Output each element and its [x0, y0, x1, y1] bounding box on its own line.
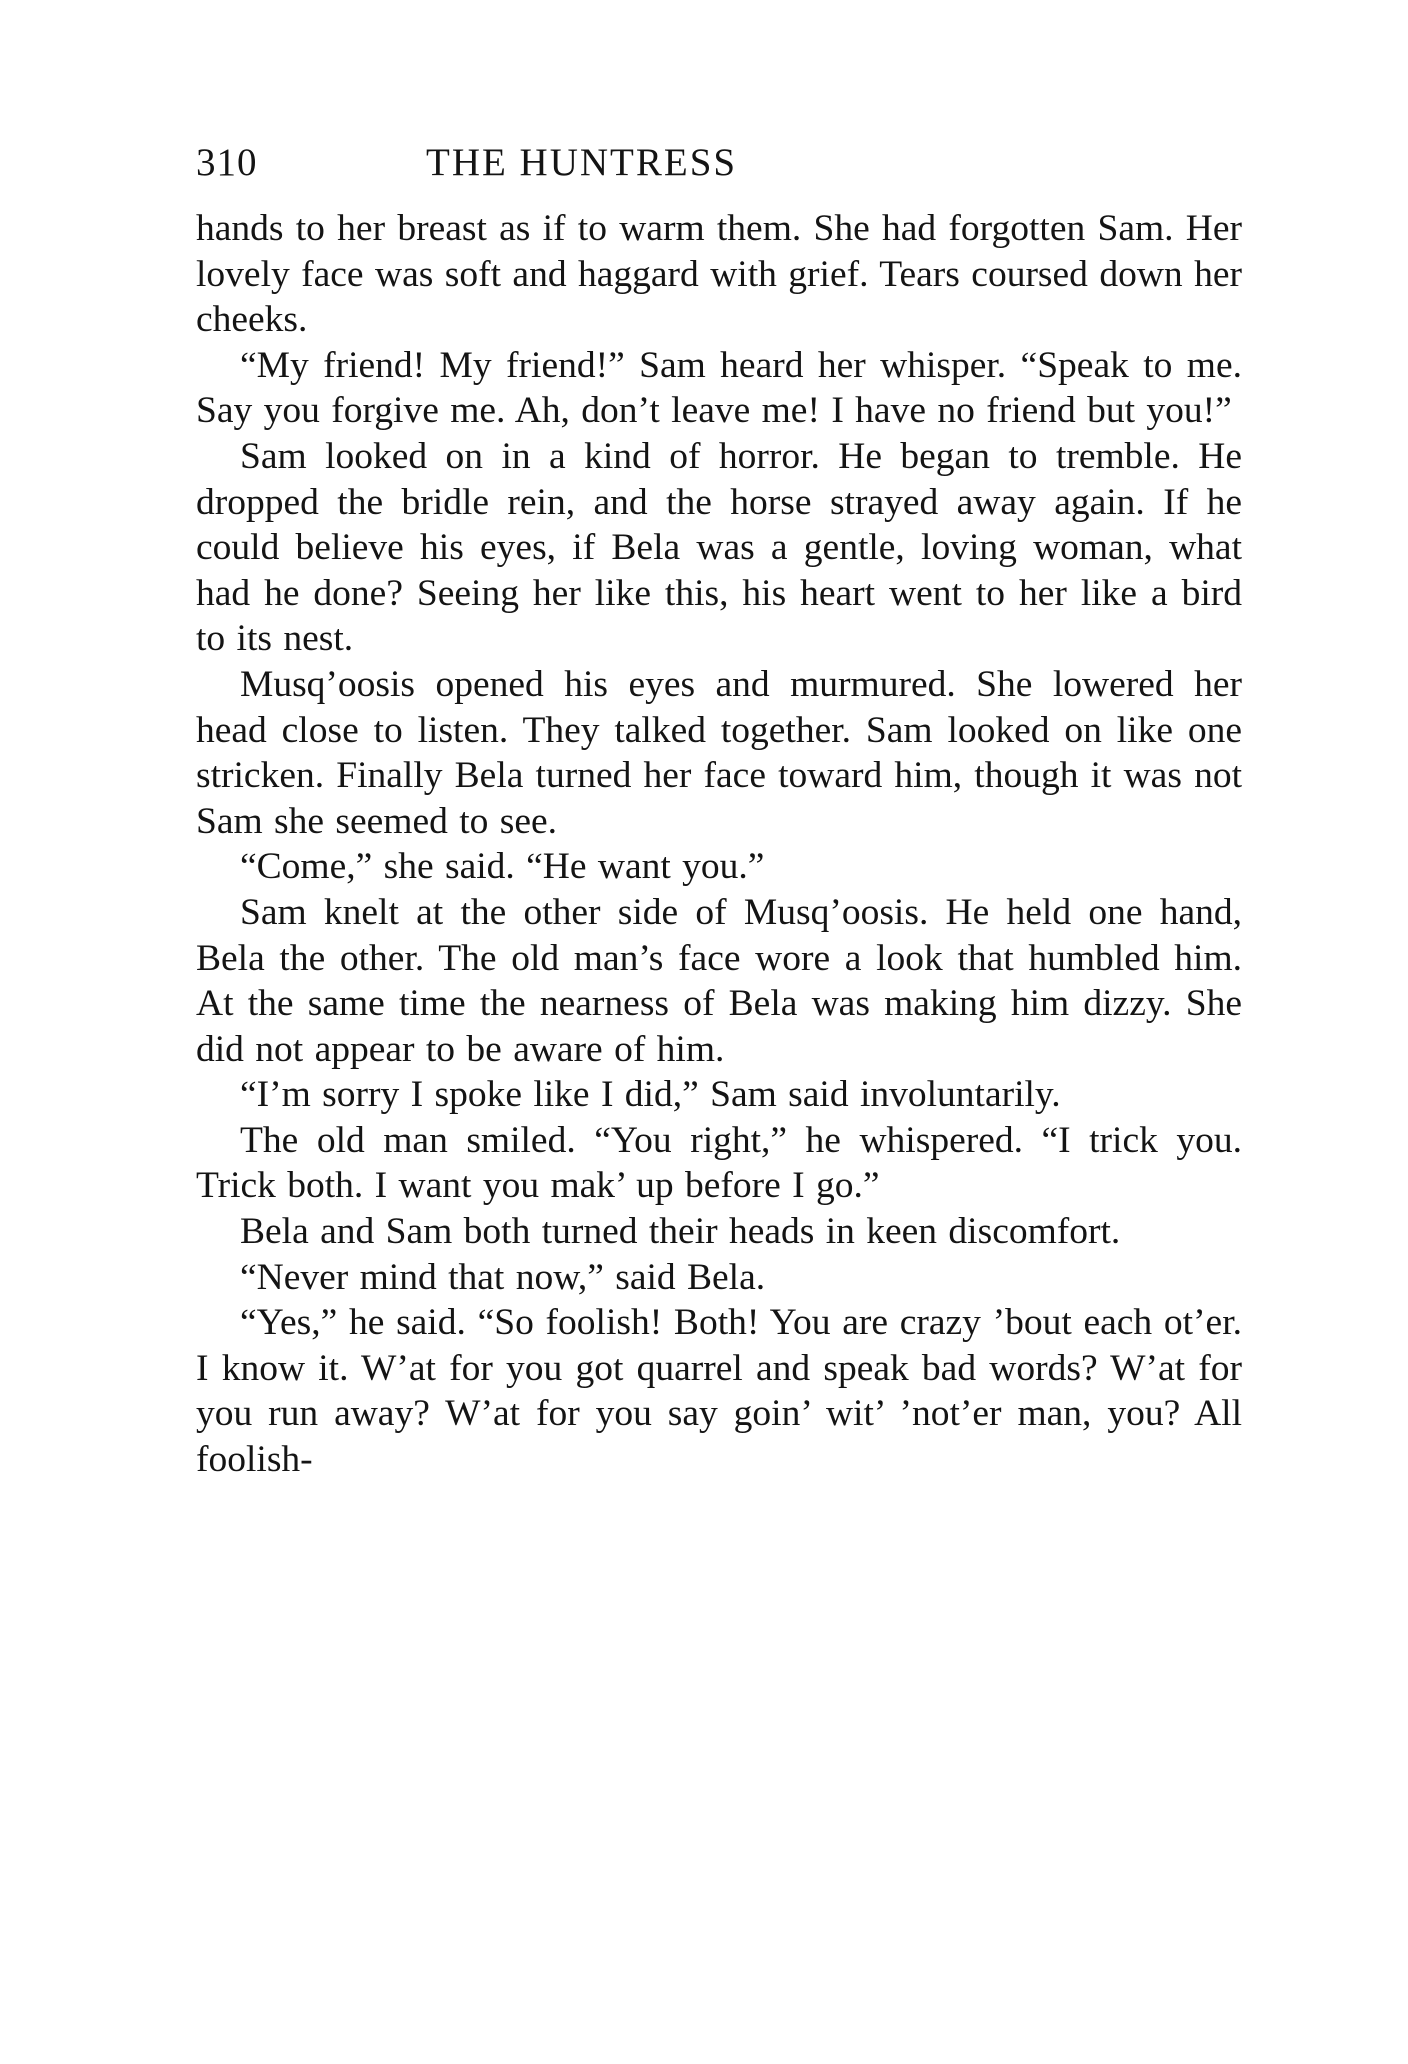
page-number: 310: [196, 141, 258, 184]
paragraph: “I’m sorry I spoke like I did,” Sam said involuntarily.: [240, 1074, 1061, 1116]
paragraph: Musq’oosis opened his eyes and murmured. She lowered her head close to listen. They talked together. Sam looked on like one stricken. Finally Bela turned her face toward him, though it was not Sam she seemed to see.: [196, 663, 1242, 842]
paragraph: “Never mind that now,” said Bela.: [240, 1256, 766, 1298]
paragraph: The old man smiled. “You right,” he whispered. “I trick you. Trick both. I want you mak’ up before I go.”: [196, 1119, 1242, 1207]
paragraph: Sam knelt at the other side of Musq’oosis. He held one hand, Bela the other. The old man’s face wore a look that humbled him. At the same time the nearness of Bela was making him dizzy. She did not appear to be aware of him.: [196, 891, 1242, 1070]
page-header: [196, 140, 1242, 200]
paragraph: Bela and Sam both turned their heads in keen discomfort.: [240, 1211, 1121, 1253]
paragraph: hands to her breast as if to warm them. She had forgotten Sam. Her lovely face was soft and haggard with grief. Tears coursed down her cheeks.: [196, 208, 1242, 341]
paragraph: “Yes,” he said. “So foolish! Both! You are crazy ’bout each ot’er. I know it. W’at for you got quarrel and speak bad words? W’at for you run away? W’at for you say goin’ wit’ ’not’er man, you? All foolish-: [196, 1302, 1242, 1481]
paragraph: “My friend! My friend!” Sam heard her whisper. “Speak to me. Say you forgive me. Ah, don’t leave me! I have no friend but you!”: [196, 344, 1242, 432]
body-text: [196, 206, 1242, 1483]
paragraph: Sam looked on in a kind of horror. He began to tremble. He dropped the bridle rein, and the horse strayed away again. If he could believe his eyes, if Bela was a gentle, loving woman, what had he done? Seeing her like this, his heart went to her like a bird to its nest.: [196, 435, 1242, 660]
running-title: THE HUNTRESS: [426, 141, 738, 184]
book-page: [196, 140, 1242, 1483]
paragraph: “Come,” she said. “He want you.”: [240, 846, 765, 888]
